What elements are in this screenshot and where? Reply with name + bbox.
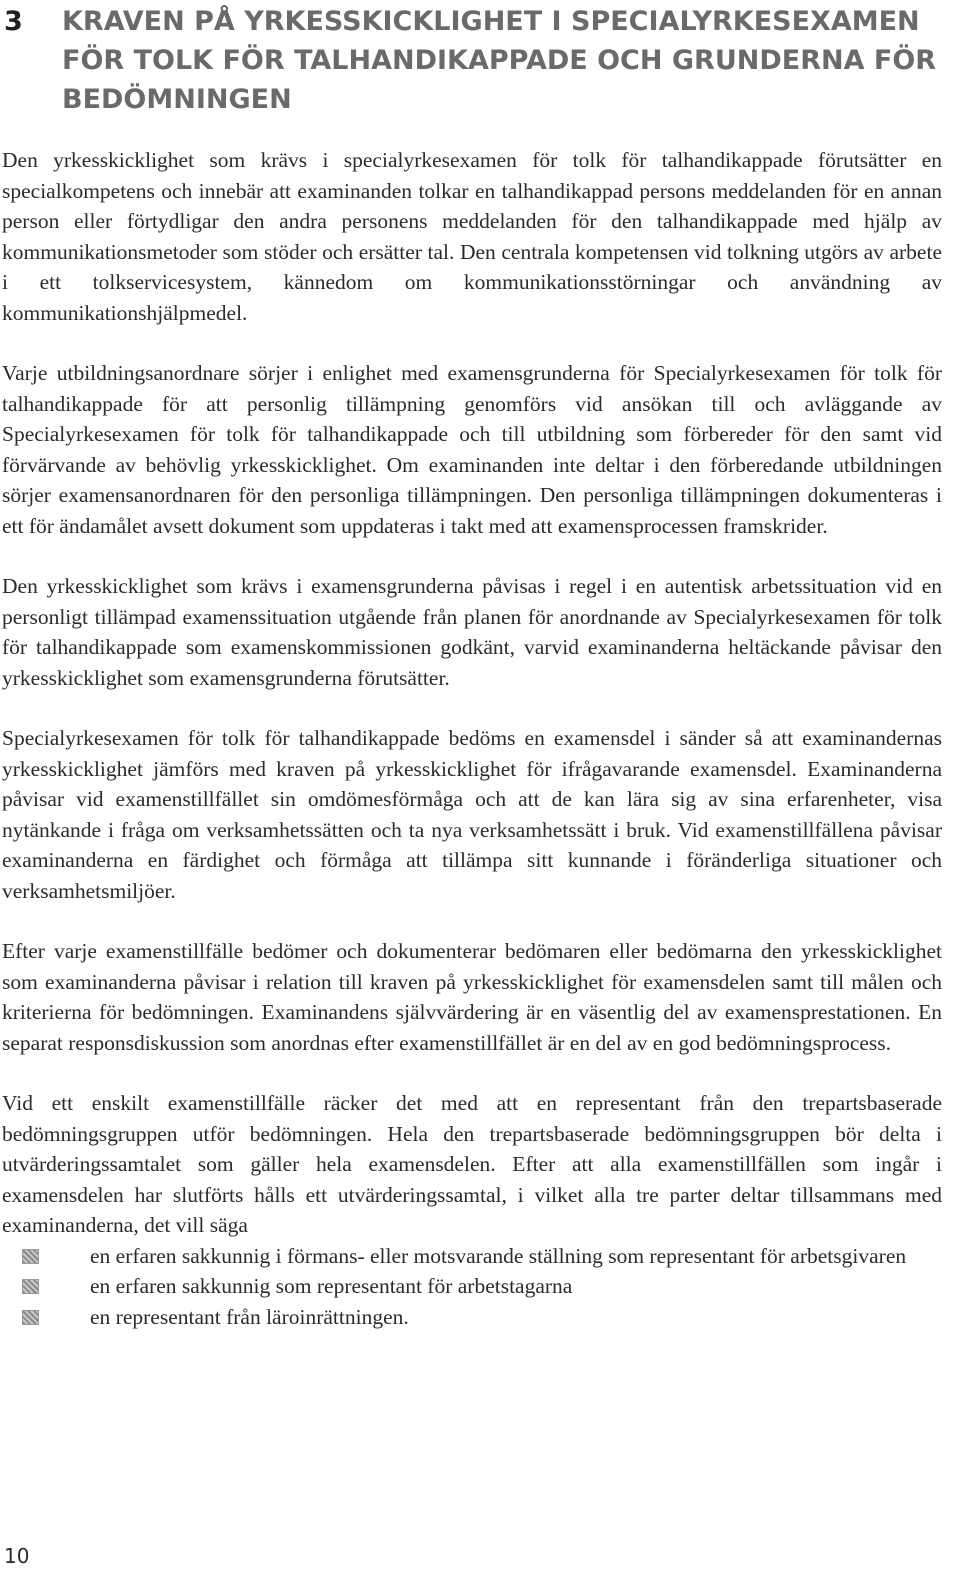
list-item [2,1302,942,1333]
paragraph-2: Varje utbildningsanordnare sörjer i enlighet med examensgrunderna för Specialyrkesexamen för tolk för talhandikappade för att personlig tillämpning genomförs vid ansökan till och avläggande av Specialyrkesexamen för tolk för talhandikappade och till utbildning som förbereder för den samt vid förvärvande av behövlig yrkesskicklighet. Om examinanden inte deltar i den förberedande utbildningen sörjer examensanordnaren för den personliga tillämpningen. Den personliga tillämpningen dokumenteras i ett för ändamålet avsett dokument som uppdateras i takt med att examensprocessen framskrider. [2,361,942,538]
list-item-text: en erfaren sakkunnig i förmans- eller motsvarande ställning som representant för arbetsgivaren [90,1243,907,1268]
list-item [2,1271,942,1302]
paragraph-6: Vid ett enskilt examenstillfälle räcker det med att en representant från den trepartsbaserade bedömningsgruppen utför bedömningen. Hela den trepartsbaserade bedömningsgruppen bör delta i utvärderingssamtalet som gäller hela examensdelen. Efter att alla examenstillfällen som ingår i examensdelen har slutförts hålls ett utvärderingssamtal, i vilket alla tre parter deltar tillsammans med examinanderna, det vill säga [2,1091,942,1237]
paragraph-5: Efter varje examenstillfälle bedömer och dokumenterar bedömaren eller bedömarna den yrkesskicklighet som examinanderna påvisar i relation till kraven på yrkesskicklighet för examensdelen samt till målen och kriterierna för bedömningen. Examinandens självvärdering är en väsentlig del av examensprestationen. En separat responsdiskussion som anordnas efter examenstillfället är en del av en god bedömningsprocess. [2,939,942,1055]
square-bullet-icon [22,1249,39,1264]
square-bullet-icon [22,1310,39,1325]
square-bullet-icon [22,1279,39,1294]
page-number: 10 [4,1544,30,1568]
paragraph-3: Den yrkesskicklighet som krävs i examensgrunderna påvisas i regel i en autentisk arbetssituation vid en personligt tillämpad examenssituation utgående från planen för anordnande av Specialyrkesexamen för tolk för talhandikappade som examenskommissionen godkänt, varvid examinanderna heltäckande påvisar den yrkesskicklighet som examensgrunderna förutsätter. [2,574,942,690]
list-item-text: en representant från läroinrättningen. [90,1304,409,1329]
section-number: 3 [4,6,23,37]
body-text [2,145,942,1332]
paragraph-4: Specialyrkesexamen för tolk för talhandikappade bedöms en examensdel i sänder så att examinandernas yrkesskicklighet jämförs med kraven på yrkesskicklighet för ifrågavarande examensdel. Examinanderna påvisar vid examenstillfället sin omdömesförmåga och att de kan lära sig av sina erfarenheter, visa nytänkande i fråga om verksamhetssätten och ta nya verksamhetssätt i bruk. Vid examenstillfällena påvisar examinanderna en färdighet och förmåga att tillämpa sitt kunnande i föränderliga situationer och verksamhetsmiljöer. [2,726,942,903]
list-item-text: en erfaren sakkunnig som representant för arbetstagarna [90,1274,573,1298]
bullet-list [2,1241,942,1333]
list-item [2,1241,942,1272]
section-title: KRAVEN PÅ YRKESSKICKLIGHET I SPECIALYRKESEXAMEN FÖR TOLK FÖR TALHANDIKAPPADE OCH GRUNDERNA FÖR BEDÖMNINGEN [62,6,937,115]
paragraph-1: Den yrkesskicklighet som krävs i specialyrkesexamen för tolk för talhandikappade förutsätter en specialkompetens och innebär att examinanden tolkar en talhandikappad persons meddelanden för en annan person eller förtydligar den andra personens meddelanden för den talhandikappade med hjälp av kommunikationsmetoder som stöder och ersätter tal. Den centrala kompetensen vid tolkning utgörs av arbete i ett tolkservicesystem, kännedom om kommunikationsstörningar och användning av kommunikationshjälpmedel. [2,148,942,325]
